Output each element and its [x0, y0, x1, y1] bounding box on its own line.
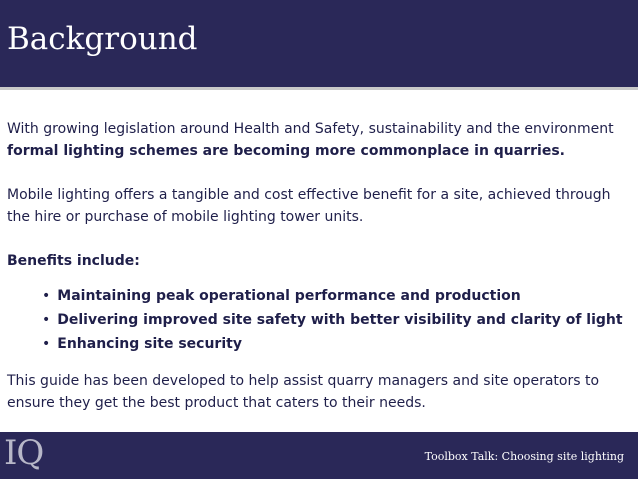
benefits-heading: Benefits include:	[7, 253, 140, 269]
intro-line: With growing legislation around Health and Safety, sustainability and the environment	[7, 121, 614, 137]
footer-caption: Toolbox Talk: Choosing site lighting	[424, 450, 624, 463]
intro-bold-line: formal lighting schemes are becoming more commonplace in quarries.	[7, 143, 565, 159]
list-item: • Maintaining peak operational performance and production	[42, 288, 521, 304]
closing-paragraph: This guide has been developed to help assist quarry managers and site operators to ensure they get the best product that caters to their needs.	[7, 373, 600, 411]
list-item: • Delivering improved site safety with better visibility and clarity of light	[42, 312, 623, 328]
bullet-icon: •	[42, 312, 51, 328]
header-bar	[0, 0, 638, 90]
mobile-paragraph: Mobile lighting offers a tangible and cost effective benefit for a site, achieved through the hire or purchase of mobile lighting tower units.	[7, 187, 611, 225]
slide-content	[7, 118, 633, 414]
iq-logo: IQ	[4, 433, 44, 473]
footer-bar	[0, 432, 638, 479]
bullet-icon: •	[42, 288, 51, 304]
page-title: Background	[7, 21, 198, 57]
benefits-list	[7, 284, 633, 356]
intro-paragraph	[7, 118, 633, 162]
list-item: • Enhancing site security	[42, 336, 242, 352]
bullet-icon: •	[42, 336, 51, 352]
